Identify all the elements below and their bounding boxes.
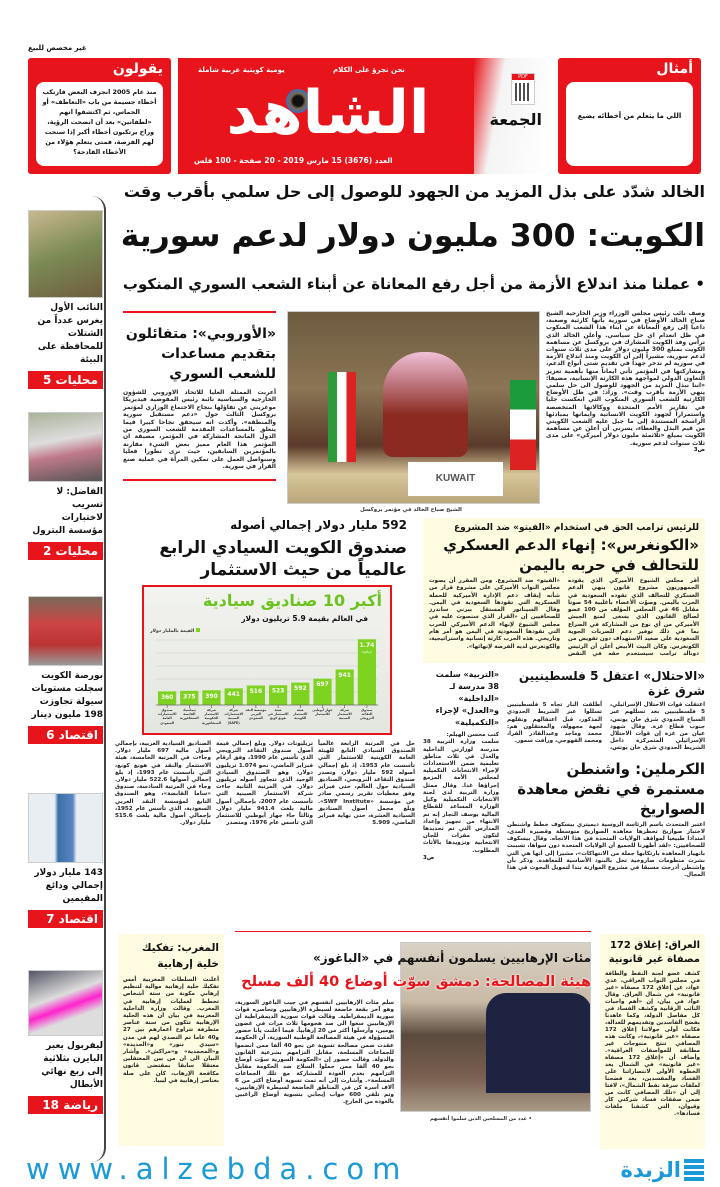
education-page-ref: ص3 bbox=[423, 854, 435, 861]
news-row bbox=[423, 669, 705, 879]
sayings-text: منذ عام 2005 انجرف البعض فارتكب أخطاء جسيمة من باب «التعاطف» أو الحماس، ثم اكتشفوا انهم «لطفانين» بعد أن انضحت الرؤية، وراح يرتكبون أخطاء أكبر إذا سنحت لهم الفرصة، فمتى يتعلم هؤلاء من الأخطاء القادحة؟ bbox=[36, 82, 163, 166]
category-label: هيئة الاستثمار في هونغ كونغ bbox=[267, 708, 289, 721]
bar-value-label: 697 bbox=[316, 681, 329, 689]
masthead-slogan: نحن نجرؤ على الكلام bbox=[333, 66, 405, 74]
bar-value-label: 592 bbox=[294, 685, 307, 693]
day-label: الجمعة bbox=[489, 110, 542, 129]
right-middle-block bbox=[423, 518, 705, 879]
fund-article[interactable] bbox=[115, 518, 415, 827]
iraq-body: كشف عضو لجنة النفط والطاقة في مجلس النواب العراقي، عدي عواد، عن إغلاق 172 مصفاة «غير قانونية» في شمال العراق. وقال عواد في بيان، إن «أهم واجبات النائب الرقابية وكشف الفساد في كل مفاصل الدولة، وكما عاهدنا بفضح الفاسدين وتقديمهم للعدالة، فكانت أولى جولاتنا إغلاق 172 مصفاة «غير قانونية»، وكانت هذه المصافي تنتج منتوجات غير مطابقة للمواصفات العراقية». وأضاف أن «إغلاق 172 مصفاة «غير قانونية» في الشمال يعد الخطوة الأولى لانتصاراتنا على الفساد والمفسدين، بعد فضحنا لملفات سرقة نفط الشمال»، لافتا إلى أن «تلك المصافي كانت من ضمن صفقات فساد شركتي كار وقيوان، التي كشفنا ملفات فسادها». bbox=[605, 971, 700, 1117]
education-article[interactable] bbox=[423, 669, 499, 879]
masthead-subtitle: يومية كويتية عربية شاملة bbox=[198, 66, 285, 74]
legend-swatch bbox=[196, 628, 200, 632]
bar-value-label: 516 bbox=[249, 688, 263, 696]
world-news-column bbox=[507, 669, 705, 879]
lead-photo bbox=[287, 311, 540, 504]
kuwait-flag bbox=[510, 380, 536, 470]
sidebar-item[interactable] bbox=[28, 596, 103, 744]
qr-code-icon bbox=[515, 83, 531, 101]
eu-body: أعربت الممثلة العليا للاتحاد الاوروبي للشؤون الخارجية والسياسية نائبة رئيس المفوضية فيديريكا موغريني عن تفاؤلها بنجاح الاجتماع الوزاري لمؤتمر بروكسل الثالث حول «دعم مستقبل سورية والمنطقة». وأكدت انه سيحقق نجاحا كبيرا فيما يتعلق بالمساعدات المقدمة للشعب السوري من الدول المانحة المشاركة في المؤتمر، مضيفة ان المؤتمر هذا العام مميز بعض الشيء مقارنة بالمؤتمرين السابقين، حيث نرى تطورا فعليا وسنواصل العمل على تمكين المرأة في عملية صنع القرار في سورية. bbox=[123, 389, 276, 471]
bar-value-label: 441 bbox=[227, 690, 240, 698]
bar-unit-label: تريليون bbox=[361, 649, 373, 654]
person bbox=[383, 352, 468, 457]
divider bbox=[123, 479, 276, 481]
alzebda-logo bbox=[596, 1154, 704, 1186]
occupation-body: اعتقلت قوات الاحتلال الإسرائيلي، 5 فلسطينيين بعد تسللهم عبر السياج الحدودي شرق خان يونس، جنوب قطاع غزة. وقال شهود عيان من غزة إن قوات الاحتلال الإسرائيلي المتمركزة داخل الشريط الحدودي شرق خان يونس، أطلقت النار تجاه 5 فلسطينيين تسللوا عبر الشريط الحدودي المذكور، قبل اعتقالهم ونقلهم لجهة مجهولة، والمعتقلون هم: محمد وماجد وعبدالقادر القرا، ومحمد القهوجي، ورأفت سمور. bbox=[507, 702, 705, 752]
education-byline: كتب محسن الهيلم: bbox=[446, 732, 499, 739]
sidebar-headline: بورصة الكويت سجلت مستويات سيولة تجاوزت 198 مليون دينار bbox=[31, 671, 103, 720]
syria-photo-caption: • عدد من المسلحين الذين سلموا أنفسهم bbox=[430, 1116, 532, 1122]
section-tag: محليات 5 bbox=[28, 371, 103, 389]
fund-body-3: الصناديق السيادية العربية، بإجمالي أصول مالية 697 مليار دولار. وجاءت في المرتبة الخامسة، هيئة الاستثمار والنقد في هونغ كونغ، التي تأسست عام 1993، إذ بلغ إجمالي أصولها 522.6 مليار دولار. وجاء في المرتبة السادسة، صندوق «ساما القابضة»، وهو الصندوق التابع لمؤسسة النقد العربي السعودية، الذي تأسس عام 1952، بإجمالي أصول مالية بلغت 515.6 مليار دولار. bbox=[115, 741, 211, 827]
kremlin-headline: الكرملين: واشنطن مستمرة في نقض معاهدة الصواريخ bbox=[517, 759, 705, 818]
sidebar-headline: ليفربول يعبر البايرن بثلاثية إلى ربع نهائي الأبطال bbox=[41, 1041, 103, 1090]
divider bbox=[123, 311, 276, 313]
issue-line: العدد (3676) 15 مارس 2019 - 20 صفحة - 100 فلس bbox=[194, 156, 393, 165]
militants-photo bbox=[400, 942, 591, 1112]
chart-subtitle: في العالم بقيمة 5.9 تريليون دولار bbox=[241, 614, 368, 623]
stock-exchange-photo bbox=[28, 596, 103, 666]
kremlin-body: اعتبر المتحدث باسم الرئاسة الروسية ديميتري بيسكوف خطط واشنطن لاختبار صواريخ تحظرها معاهدة الصواريخ متوسطة وقصيرة المدى، امتدادا طبيعيا لمواقف الولايات المتحدة في هذا الاتجاه. وقال بيسكوف للصحافيين: «لقد أظهرنا للجميع أن الولايات المتحدة دون سواها، تسببت بانهيار المعاهدة بارتكابها جملة من الانتهاكات»، مشيرا إلى أنها هي التي نشرت منظومات صاروخية تخل بالبنود الأساسية للمعاهدة. وذكر بأن واشنطن أدرجت مسبقا في مشروع الموازنة بندا لتمويل البحوث في هذا المجال. bbox=[507, 821, 705, 879]
bar-value-label: 390 bbox=[205, 692, 218, 700]
lead-subhead: • عملنا منذ اندلاع الأزمة من أجل رفع المعاناة عن أبناء الشعب السوري المنكوب bbox=[122, 275, 705, 293]
lead-photo-caption: الشيخ صباح الخالد في مؤتمر بروكسل bbox=[360, 507, 462, 513]
kuwait-nameplate: KUWAIT bbox=[408, 462, 503, 496]
football-photo bbox=[28, 970, 103, 1036]
bar-value-label: 941 bbox=[338, 671, 351, 679]
sayings-title: يقولون bbox=[112, 61, 163, 77]
morocco-headline: المغرب: تفكيك خلية إرهابية bbox=[141, 942, 219, 970]
sidebar-item[interactable] bbox=[28, 970, 103, 1114]
proverbs-title: أمثال bbox=[656, 61, 693, 77]
category-label: مؤسسة النقد العربي السعودي bbox=[245, 708, 267, 721]
education-headline: «التربية» سلمت 38 مدرسة لـ «الداخلية» و«العدل» لإجراء «التكميلية» bbox=[435, 670, 499, 728]
blood-donation-photo bbox=[28, 412, 103, 482]
category-label: صندوق الاستثمارات العامة السعودي bbox=[157, 708, 177, 725]
bar-value-label: 375 bbox=[183, 693, 196, 701]
chart-title: أكبر 10 صناديق سيادية bbox=[202, 591, 382, 610]
bus bbox=[486, 993, 591, 1093]
fund-kicker: 592 مليار دولار إجمالي أصوله bbox=[230, 518, 407, 532]
not-for-sale-note: غير مخصص للبيع bbox=[28, 44, 87, 52]
pdf-qr-link[interactable] bbox=[511, 73, 535, 105]
category-label: جهاز أبوظبي للاستثمار bbox=[312, 708, 333, 717]
proverbs-text: اللي ما يتعلم من أخطائه يضيع bbox=[566, 82, 693, 166]
alzebda-logo-text: الزبدة bbox=[620, 1158, 681, 1182]
congress-headline: «الكونغرس»: إنهاء الدعم العسكري للتحالف في حربه باليمن bbox=[443, 536, 699, 574]
syria-headline: هيئة المصالحة: دمشق سوّت أوضاع 40 ألف مسلح bbox=[241, 974, 591, 990]
fund-headline: صندوق الكويت السيادي الرابع عالمياً من حيث الاستثمار bbox=[159, 538, 407, 580]
sidebar-item[interactable] bbox=[28, 210, 103, 389]
category-label: تيماسيك القابضة السنغافورية bbox=[179, 708, 199, 721]
section-tag: اقتصاد 7 bbox=[28, 910, 103, 928]
sidebar-headline: 143 مليار دولار إجمالي ودائع المقيمين bbox=[34, 868, 103, 904]
italy-flag bbox=[328, 372, 356, 462]
lead-kicker: الخالد شدّد على بذل المزيد من الجهود للوصول إلى حل سلمي بأقرب وقت bbox=[123, 182, 705, 201]
bar-value-label: 523 bbox=[271, 687, 285, 695]
sidebar-headline: الفاضل: لا تسريب لاختبارات مؤسسة البترول bbox=[32, 487, 103, 536]
education-body: سلمت وزارة التربية 38 مدرسة لوزارتي الداخلية والعدل في ثلاث مناطق تعليمية ضمن الاستعدادات لإجراء الانتخابات التكميلية لمجلس الأمة المزمع إجراؤها غدا. وقال ممثل وزارة التربية لدى لجنة الانتخابات التكميلية وكيل الوزارة المساعد للقطاع المالية يوسف النجار إنه تم الانتهاء من تجهيز وإعداد المدارس التي تم تحديدها لتكون مقرات للجان الانتخابية وتزويدها بالأثاث المطلوب. bbox=[423, 739, 499, 854]
section-tag: اقتصاد 6 bbox=[28, 726, 103, 744]
sayings-box bbox=[28, 58, 171, 174]
kremlin-article[interactable] bbox=[507, 759, 705, 880]
morocco-article[interactable] bbox=[118, 934, 224, 1146]
occupation-article[interactable] bbox=[507, 669, 705, 752]
sidebar-item[interactable] bbox=[28, 412, 103, 560]
congress-article[interactable] bbox=[423, 518, 705, 663]
iraq-article[interactable] bbox=[600, 934, 705, 1149]
site-url-watermark: www.alzebda.com bbox=[26, 1152, 409, 1186]
section-tag: محليات 2 bbox=[28, 542, 103, 560]
bar-value-label: 1.74 bbox=[359, 641, 375, 649]
syria-body: سلم مئات الإرهابيين انفسهم في جيب الباغوز السورية، وهو آخر بقعة خاضعة لسيطرة الإرهابيين وتحاصره قوات سورية الديمقراطية. وقالت قوات سورية الديمقراطية ان الإرهابيين سعوا الى صد هجومها ثلاث مرات في غضون يومين، وأرسلوا أكثر من 20 إرهابياً. فيما أعلنت يانا خضور المسؤولة في هيئة المصالحة الوطنية السورية، أن الحكومة عقدت ضمن مصالحة تسوية عن نحو 40 ألفا ممن انضموا للجماعات المسلحة، مقابل التزامهم بشرعية القانون والدولة. وقالت خضور إن «الحكومة السورية سوّت أوضاع نحو 40 ألفا ممن حملوا السلاح ضد الحكومة مقابل التزامهم بعدم العودة للمشاركة مع تلك الجماعات المسلحة». وأشارت إلى أنه تمت تسوية أوضاع أكثر من 6 آلاف أسرة كن في المناطق الخاضعة لسيطرة الإرهابيين، وتم تلقي 600 جواب إيجابي بتسوية أوضاع الراغبين بالعودة من الخارج. bbox=[235, 1000, 394, 1106]
bar-value-label: 360 bbox=[160, 693, 174, 701]
tower-photo bbox=[28, 793, 103, 863]
proverbs-box bbox=[558, 58, 701, 174]
congress-body: أقر مجلس الشيوخ الأميركي الذي يقوده الجمهوريون مشروع قانون ينهي الدعم العسكري للتحالف الذي تقوده السعودية في الحرب باليمن. وصوّت الأعضاء بأغلبية 54 صوتا مقابل 46 في المجلس المؤلف من 100 عضو لصالح القانون الذي يسعى لمنع الجيش الأميركي من أي نوع من المشاركة في الصراع بما في ذلك توفير دعم للضربات الجوية السعودية على صعيد الاستهداف دون تفويض من الكونغرس. وكان البيت الأبيض أعلن أن الرئيس دونالد ترامب سيستخدم حقه في النقض «الفيتو» ضد المشروع. ومن المقرر أن يصوت مجلس النواب الأميركي على مشروع قرار من شأنه إيقاف دعم الإدارة الأميركية للحملة العسكرية التي تقودها السعودية في اليمن. وقال السيناتور المستقل بيرني ساندرز للصحافيين إن «القرار الذي سنصوت عليه في مجلس الشيوخ لإنهاء الدعم الأميركي للحرب التي تقودها السعودية في اليمن هو أمر هام وتاريخي. هذه الحرب كارثة إنسانية واستراتيجية، والكونغرس لديه الفرصة لإنهائها». bbox=[429, 578, 700, 657]
category-label: شركة الاستثمار الحكومية السنغافورية bbox=[202, 708, 221, 725]
category-label: شركة الاستثمار الصينية bbox=[337, 708, 352, 721]
lead-headline: الكويت: 300 مليون دولار لدعم سورية bbox=[120, 218, 705, 254]
fund-body-1: حل في المرتبة الرابعة عالمياً الصندوق السيادي التابع للهيئة العامة الكويتية للاستثمار التي تأسست عام 1953، إذ بلغ إجمالي أصوله 592 مليار دولار، وتصدر صندوق التقاعد النرويجي، الصناديق السيادية حول العالم، حتى فبراير وفق معطيات تقرير رسمي صادر عن مؤسسة «SWF Institute». وبلغ مجمل أصول الصناديق السيادية العشرة، حتى نهاية فبراير الماضي، 5.909 bbox=[318, 741, 416, 827]
morocco-body: أعلنت السلطات المغربية أمس تفكيك خلية إرهابية موالية لتنظيم إرهابي مكونة من ستة أشخاص تخطط لعمليات إرهابية في المغرب. وقالت وزارة الداخلية المغربية في بيان ان هذه الخلية الإرهابية تتكون من ستة عناصر متطرفة تتراوح أعمارهم بين 27 و40 عاما تم التصدي لهم في مدن «سيدي بنور» و«الجديدة» و«المحمدية» و«مراكش». وأشار البيان الى ان من بين المعتقلين معتقلا سابقا بمقتضى قانون مكافحة الإرهاب، كان على صلة بعناصر إرهابية في ليبيا. bbox=[123, 977, 219, 1084]
newspaper-logo: الشاهد bbox=[226, 78, 430, 148]
section-tag: رياضة 18 bbox=[28, 1096, 103, 1114]
occupation-headline: «الاحتلال» اعتقل 5 فلسطينيين شرق غزة bbox=[518, 669, 705, 699]
sidebar-headline: النائب الأول يغرس عدداً من الشتلات للمحافظة على البيئة bbox=[37, 303, 103, 365]
sidebar-item[interactable] bbox=[28, 793, 103, 928]
lead-page-ref: ص3 bbox=[693, 446, 705, 453]
fund-body-columns bbox=[115, 741, 415, 827]
divider bbox=[235, 931, 591, 932]
category-labels bbox=[156, 708, 378, 725]
congress-kicker: للرئيس ترامب الحق في استخدام «الفيتو» ضد المشروع bbox=[453, 523, 699, 533]
iraq-headline: العراق: إغلاق 172 مصفاة غير قانونية bbox=[608, 940, 700, 965]
masthead bbox=[178, 58, 546, 174]
eu-article[interactable] bbox=[123, 311, 276, 481]
pdf-label: PDF bbox=[512, 74, 534, 80]
fund-body-2: تريليونات دولار. وبلغ إجمالي قيمة أصول صندوق التقاعد النرويجي الذي تأسس عام 1990، وفق أرقام فبراير الماضي، نحو 1.074 تريليون دولار، وهو الصندوق السيادي الوحيد الذي تتجاوز أصوله تريليون دولار. في المرتبة الثانية جاءت شركة الاستثمار الصينية التي تأسست عام 2007، بإجمالي أصول مالية بلغت 941.4 مليار دولار. وثالثاً جاء جهاز أبوظبي للاستثمار الذي تأسس عام 1976، ومتصدر bbox=[216, 741, 314, 827]
category-label: صندوق التقاعد النرويجي bbox=[359, 708, 374, 721]
legend-label: القيمة بالمليار دولار bbox=[150, 629, 195, 634]
syria-kicker: مئات الإرهابيين يسلمون أنفسهم في «الباغوز» bbox=[312, 951, 591, 965]
sovereign-funds-chart bbox=[142, 585, 392, 735]
chart-legend bbox=[150, 628, 200, 635]
category-label: شركة الاستثمارات الصينية (SAFE) bbox=[224, 708, 243, 725]
lead-text-column bbox=[546, 310, 705, 454]
eu-headline: «الأوروبي»: متفائلون بتقديم مساعدات للشعب السوري bbox=[125, 326, 276, 382]
category-label: هيئة الاستثمار الكويتية bbox=[293, 708, 308, 721]
menu-lines-icon bbox=[684, 1159, 704, 1181]
lead-body: وصف نائب رئيس مجلس الوزراء وزير الخارجية الشيخ صباح الخالد الأوضاع في سورية بأنها كارثية وصعبة، داعيا إلى رفع المعاناة عن ابناء هذا الشعب المنكوب في ظل انعدام اي حل سياسي. وأعلن الخالد الذي ترأس وفد الكويت المشارك في بروكسل عن مساهمة الكويت بمبلغ 300 مليون دولار على مدى ثلاث سنوات لدعم سورية، مشيراً إلى أن الكويت ومنذ اندلاع الأزمة في سورية لم تدخر جهداً في تقديم شتى أنواع الدعم، ومشاركتها في المؤتمر تأتي ايماناً منها بأهمية تعزيز التعاون الدولي لمواجهة هذه الكارثة الإنسانية، مضيفا: «اننا نبذل المزيد من الجهود للوصول الى حل سلمي ينهي الأزمة بأقرب وقت». وزاد: في ظل الأوضاع الكارثية للشعب السوري المنكوب التي انعكست جليا في تقارير الأمم المتحدة ووكالاتها المتخصصة واستمرارا لجهود الكويت الانسانية وايمانها بمبادئها الراسخة المستندة إلى ما جبل عليه الشعب الكويتي من قيم البذل والعطاء، يسرني أن أعلن عن مساهمة الكويت بمبلغ «ثلاثمئة مليون دولار أميركي» على مدى ثلاث سنوات لدعم سورية. bbox=[546, 310, 705, 447]
planting-photo bbox=[28, 210, 103, 298]
